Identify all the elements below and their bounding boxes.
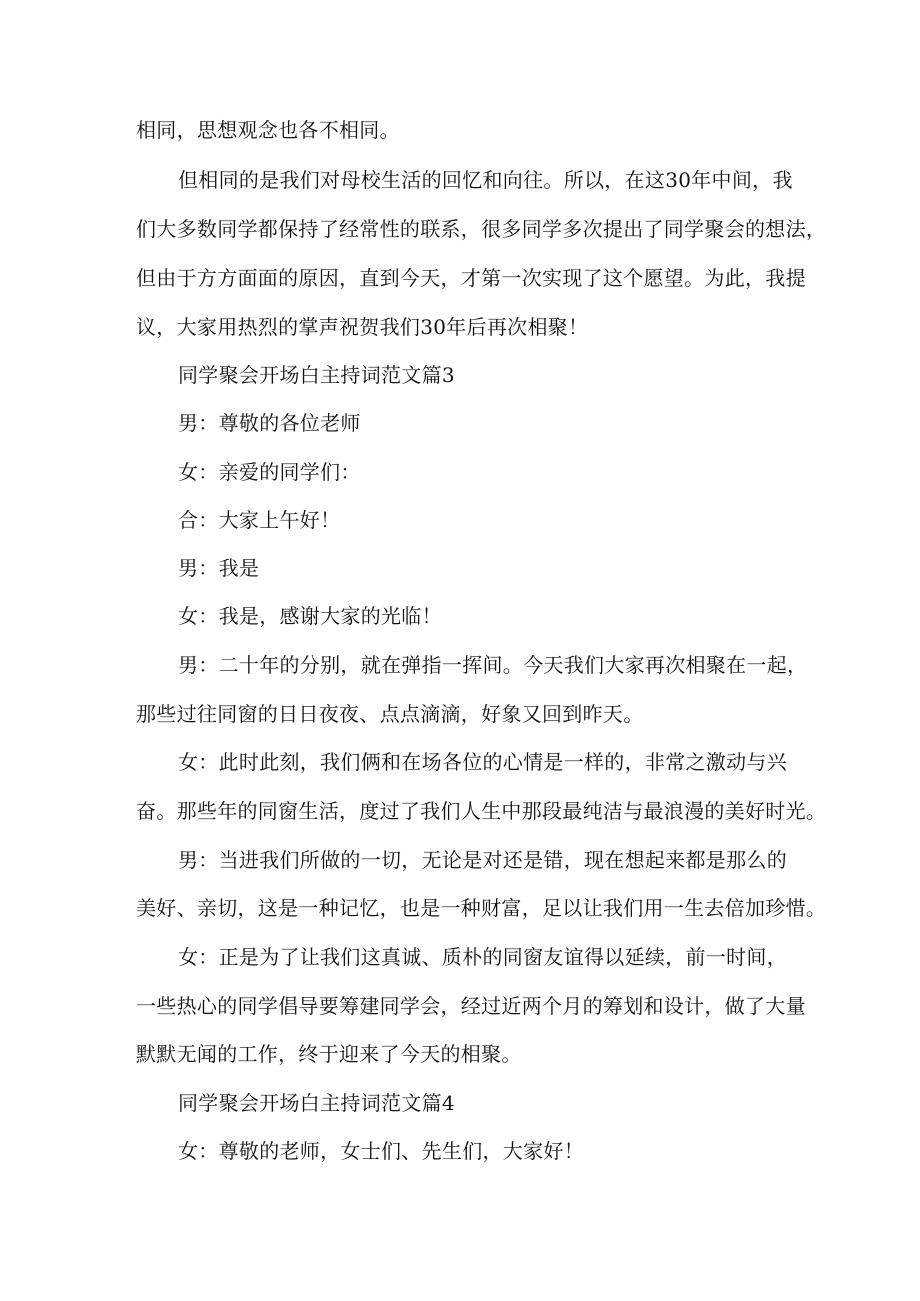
- text-line-22: 女：尊敬的老师，女士们、先生们，大家好！: [178, 1139, 584, 1163]
- text-line-19: 一些热心的同学倡导要筹建同学会，经过近两个月的筹划和设计，做了大量: [136, 994, 806, 1018]
- section-heading-4: 同学聚会开场白主持词范文篇4: [178, 1091, 455, 1115]
- text-line-5: 议，大家用热烈的掌声祝贺我们30年后再次相聚！: [136, 315, 589, 339]
- text-line-13: 那些过往同窗的日日夜夜、点点滴滴，好象又回到昨天。: [136, 702, 644, 726]
- text-line-12: 男：二十年的分别，就在弹指一挥间。今天我们大家再次相聚在一起，: [178, 653, 808, 677]
- text-line-3: 们大多数同学都保持了经常性的联系，很多同学多次提出了同学聚会的想法，: [136, 217, 827, 241]
- text-line-4: 但由于方方面面的原因，直到今天，才第一次实现了这个愿望。为此，我提: [136, 266, 806, 290]
- text-line-18: 女：正是为了让我们这真诚、质朴的同窗友谊得以延续，前一时间，: [178, 945, 787, 969]
- text-line-9: 合：大家上午好！: [178, 508, 341, 532]
- text-line-15: 奋。那些年的同窗生活，度过了我们人生中那段最纯洁与最浪漫的美好时光。: [136, 799, 827, 823]
- text-line-11: 女：我是，感谢大家的光临！: [178, 604, 442, 628]
- text-line-1: 相同，思想观念也各不相同。: [136, 118, 400, 142]
- text-line-2: 但相同的是我们对母校生活的回忆和向往。所以，在这30年中间，我: [178, 168, 793, 192]
- text-line-10: 男：我是: [178, 556, 260, 580]
- text-line-20: 默默无闻的工作，终于迎来了今天的相聚。: [136, 1042, 522, 1066]
- text-line-14: 女：此时此刻，我们俩和在场各位的心情是一样的，非常之激动与兴: [178, 750, 787, 774]
- text-line-17: 美好、亲切，这是一种记忆，也是一种财富，足以让我们用一生去倍加珍惜。: [136, 896, 827, 920]
- text-line-8: 女：亲爱的同学们：: [178, 460, 361, 484]
- text-line-16: 男：当进我们所做的一切，无论是对还是错，现在想起来都是那么的: [178, 848, 787, 872]
- text-line-7: 男：尊敬的各位老师: [178, 411, 361, 435]
- section-heading-3: 同学聚会开场白主持词范文篇3: [178, 363, 455, 387]
